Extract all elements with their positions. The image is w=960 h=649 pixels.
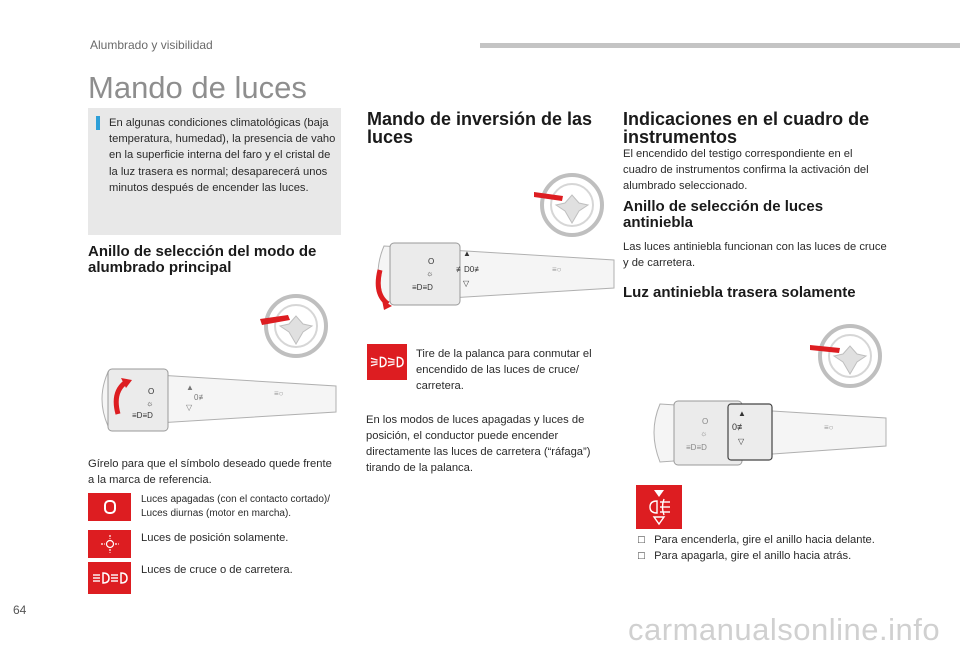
page-number: 64 bbox=[13, 603, 27, 617]
fog-stalk-illustration bbox=[644, 398, 888, 470]
dipped-beam-text: Luces de cruce o de carretera. bbox=[141, 564, 293, 576]
flash-caption: Tire de la palanca para conmutar el encendido de las luces de cruce/ carretera. bbox=[416, 348, 592, 392]
page-title: Mando de luces bbox=[88, 70, 307, 105]
svg-text:O: O bbox=[702, 417, 709, 426]
fog-ring-text: Las luces antiniebla funcionan con las luces de cruce y de carretera. bbox=[623, 241, 887, 269]
steering-wheel-illustration bbox=[258, 292, 330, 360]
svg-text:≡○: ≡○ bbox=[824, 423, 834, 432]
instrument-intro: El encendido del testigo correspondiente en el cuadro de instrumentos confirma la activación del alumbrado seleccionado. bbox=[623, 148, 869, 192]
section-header: Alumbrado y visibilidad bbox=[90, 38, 213, 52]
svg-text:▲: ▲ bbox=[186, 383, 194, 392]
flash-body: En los modos de luces apagadas y luces de posición, el conductor puede encender directamente las luces de carretera (“ráfaga”) tirando de la palanca. bbox=[366, 414, 591, 474]
steering-wheel-illustration-3 bbox=[806, 322, 886, 392]
info-icon bbox=[96, 116, 100, 130]
lights-off-text: Luces apagadas (con el contacto cortado)/ Luces diurnas (motor en marcha). bbox=[141, 494, 331, 519]
watermark: carmanualsonline.info bbox=[628, 612, 941, 647]
heading-main-lighting-ring: Anillo de selección del modo de alumbrado principal bbox=[88, 243, 317, 276]
main-beam-flash-icon bbox=[367, 344, 407, 380]
flash-stalk-illustration bbox=[366, 240, 616, 310]
svg-text:≢D0≢: ≢D0≢ bbox=[456, 265, 483, 274]
svg-text:0≢: 0≢ bbox=[732, 422, 747, 432]
dipped-beam-icon bbox=[88, 562, 131, 594]
position-lights-icon bbox=[88, 530, 131, 558]
svg-text:▲: ▲ bbox=[738, 409, 746, 418]
svg-text:≡○: ≡○ bbox=[552, 265, 562, 274]
rear-fog-light-icon bbox=[636, 485, 682, 529]
svg-text:☼: ☼ bbox=[700, 429, 708, 438]
bullet-item bbox=[638, 548, 888, 564]
bullet-on-text: Para encenderla, gire el anillo hacia delante. bbox=[654, 534, 875, 546]
bullet-off-text: Para apagarla, gire el anillo hacia atrás. bbox=[654, 550, 852, 562]
svg-text:▽: ▽ bbox=[186, 403, 193, 412]
heading-fog-ring: Anillo de selección de luces antiniebla bbox=[623, 198, 824, 231]
svg-text:▲: ▲ bbox=[463, 249, 471, 258]
header-rule bbox=[480, 43, 960, 48]
lights-off-icon bbox=[88, 493, 131, 521]
svg-text:O: O bbox=[428, 257, 435, 266]
position-lights-text: Luces de posición solamente. bbox=[141, 532, 289, 544]
heading-flash-control: Mando de inversión de las luces bbox=[367, 109, 593, 147]
svg-text:☼: ☼ bbox=[426, 269, 434, 278]
svg-text:O: O bbox=[148, 387, 155, 396]
svg-text:≡D≡D: ≡D≡D bbox=[132, 411, 153, 420]
bullet-marker: □ bbox=[638, 534, 655, 546]
svg-text:▽: ▽ bbox=[463, 279, 470, 288]
heading-rear-fog: Luz antiniebla trasera solamente bbox=[623, 284, 856, 301]
lighting-stalk-illustration bbox=[88, 366, 338, 436]
svg-text:≡D≡D: ≡D≡D bbox=[686, 443, 707, 452]
rear-fog-instructions bbox=[638, 532, 888, 564]
svg-text:0≢: 0≢ bbox=[194, 393, 207, 402]
ring-instruction: Gírelo para que el símbolo deseado quede frente a la marca de referencia. bbox=[88, 458, 332, 486]
steering-wheel-illustration-2 bbox=[530, 170, 610, 240]
svg-text:≡D≡D: ≡D≡D bbox=[412, 283, 433, 292]
bullet-item bbox=[638, 532, 888, 548]
svg-text:▽: ▽ bbox=[738, 437, 745, 446]
info-text: En algunas condiciones climatológicas (baja temperatura, humedad), la presencia de vaho en la superficie interna del faro y el cristal de la luz trasera es normal; desaparecerá unos minutos después de encender las luces. bbox=[109, 117, 336, 194]
bullet-marker: □ bbox=[638, 550, 655, 562]
svg-text:☼: ☼ bbox=[146, 399, 154, 408]
svg-text:≡○: ≡○ bbox=[274, 389, 284, 398]
heading-instrument-indications: Indicaciones en el cuadro de instrumentos bbox=[623, 109, 870, 147]
